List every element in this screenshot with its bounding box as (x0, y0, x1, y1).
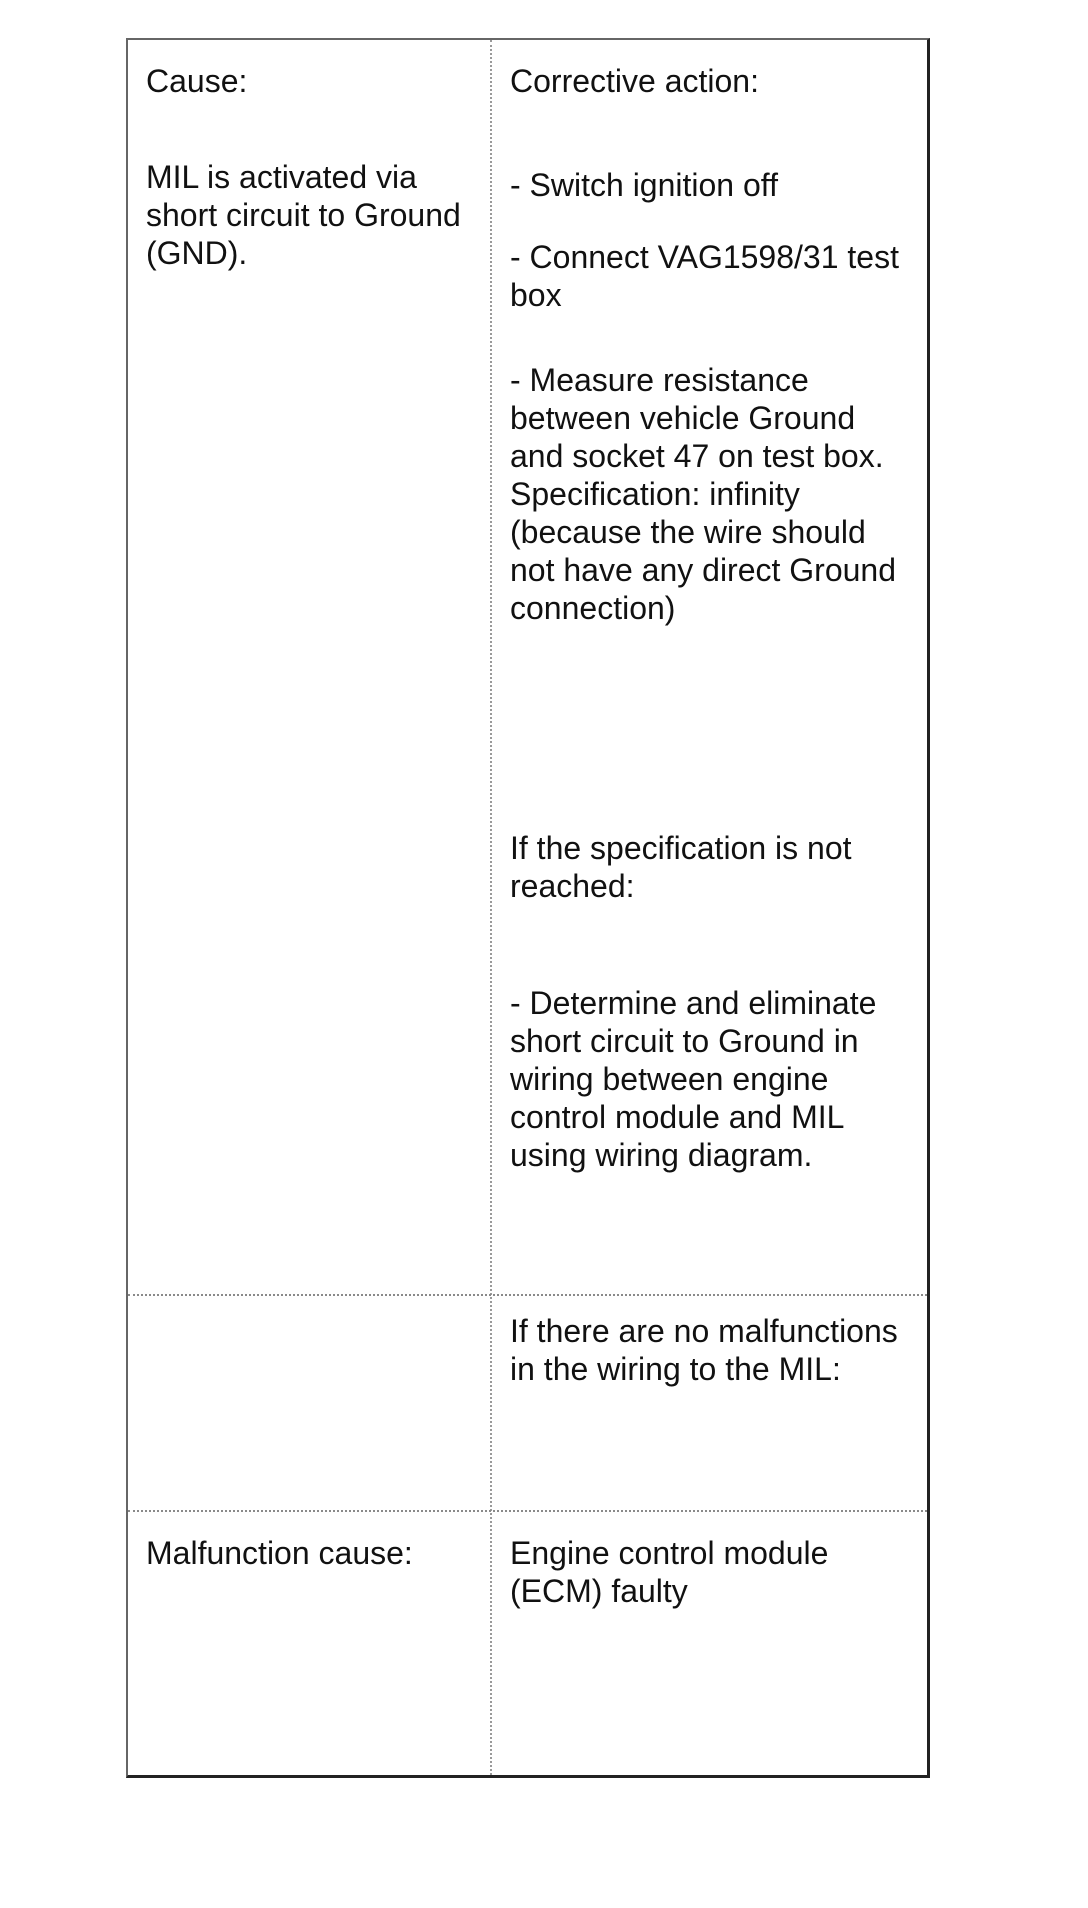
no-malfunction-text: If there are no malfunctions in the wiring to the MIL: (510, 1313, 898, 1387)
step-eliminate-short-circuit: - Determine and eliminate short circuit to Ground in wiring between engine control module and MIL using wiring diagram. (510, 985, 877, 1173)
step-connect-test-box: - Connect VAG1598/31 test box (510, 239, 899, 313)
step-measure-resistance: - Measure resistance between vehicle Ground and socket 47 on test box. Specification: infinity (because the wire should not have any direct Ground connection) (510, 362, 897, 626)
cause-text: MIL is activated via short circuit to Ground (GND). (146, 159, 461, 271)
corrective-action-label: Corrective action: (510, 63, 759, 99)
row-divider (128, 1510, 927, 1512)
row-divider (128, 1294, 927, 1296)
step-switch-ignition-off: - Switch ignition off (510, 167, 778, 203)
cause-label: Cause: (146, 63, 248, 99)
malfunction-cause-value: Engine control module (ECM) faulty (510, 1535, 829, 1609)
malfunction-cause-label: Malfunction cause: (146, 1535, 413, 1571)
step-specification-not-reached: If the specification is not reached: (510, 830, 852, 904)
diagnostic-table (126, 38, 930, 1778)
column-divider (490, 40, 492, 1775)
